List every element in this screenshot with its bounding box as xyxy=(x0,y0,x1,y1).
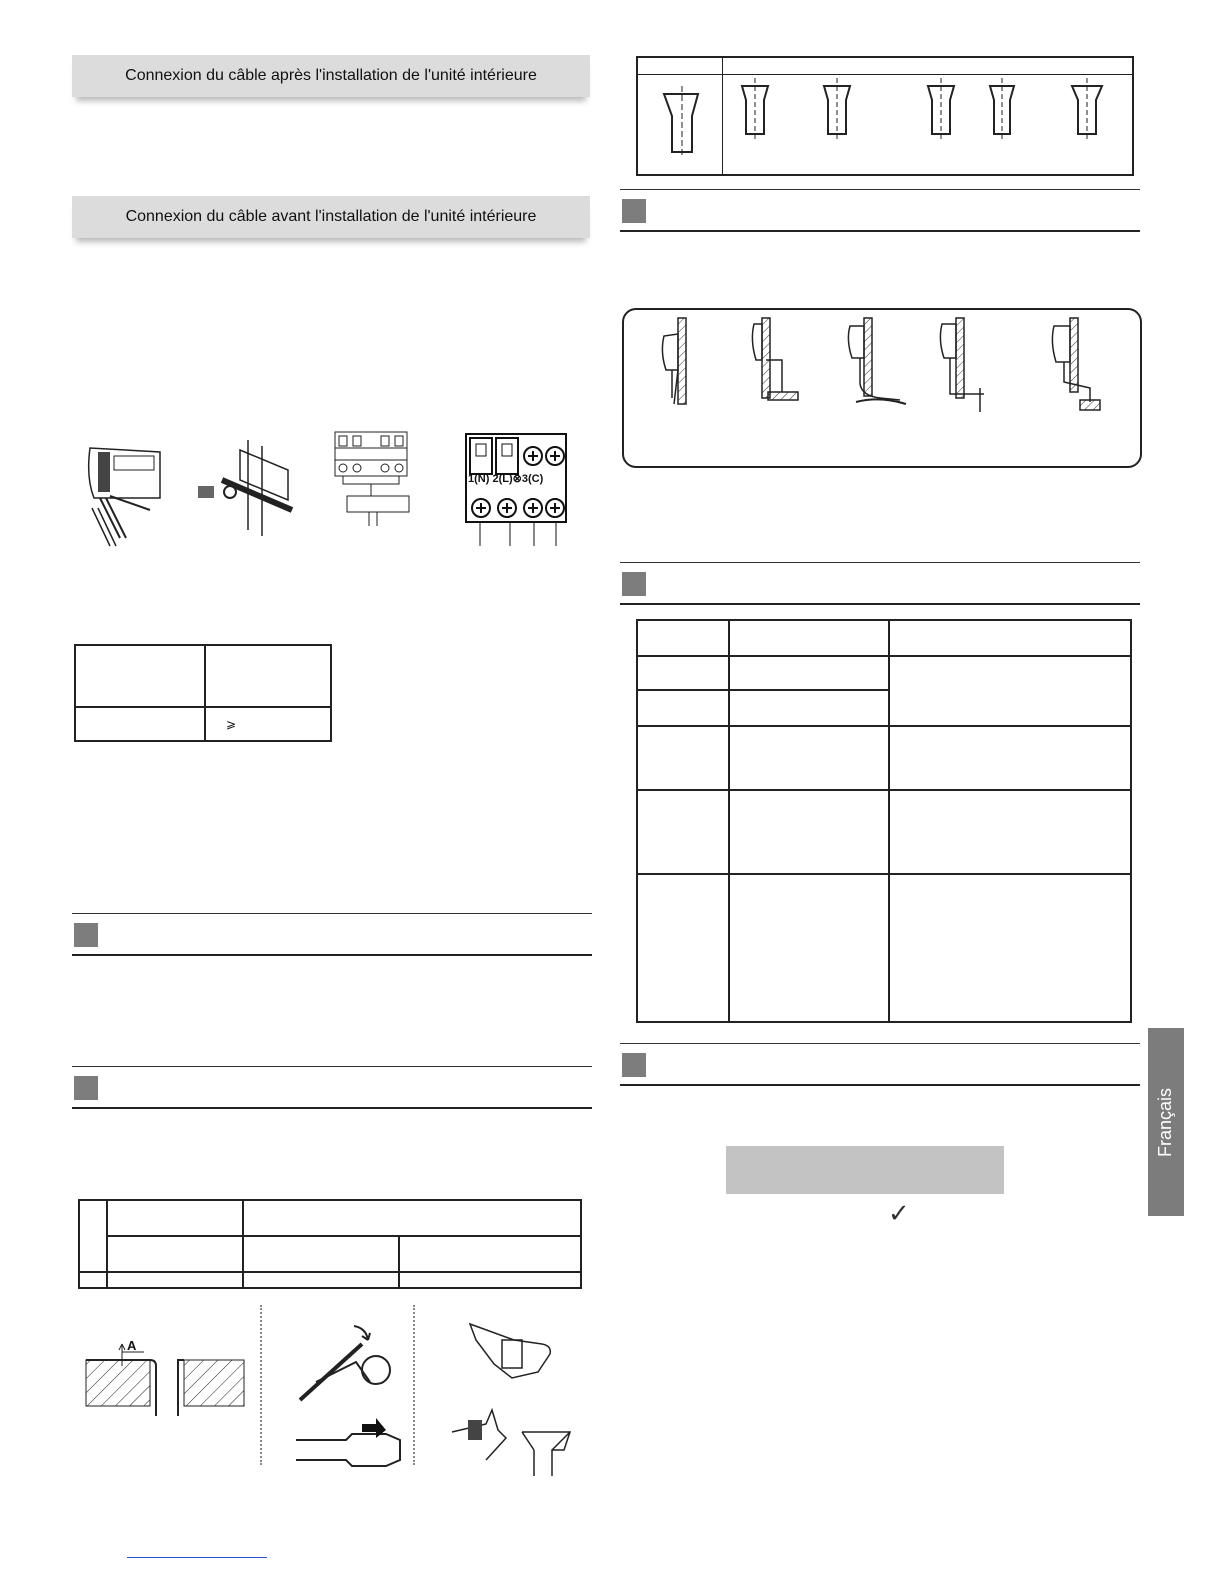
indoor-unit-wiring-illustration xyxy=(80,438,170,548)
screw-terminal-illustration xyxy=(192,440,302,540)
pipe-size-table xyxy=(78,1199,582,1289)
section-marker-icon xyxy=(622,572,646,596)
check-icon: ✓ xyxy=(888,1198,910,1228)
footer-link-underline xyxy=(127,1557,267,1558)
flare-dimension-illustration xyxy=(86,1336,246,1420)
section-marker-icon xyxy=(622,199,646,223)
language-tab-label: Français xyxy=(1155,1087,1176,1157)
section-marker-icon xyxy=(74,1076,98,1100)
greater-equal-symbol: ⩾ xyxy=(226,717,237,731)
section-header-right-1 xyxy=(620,189,1140,232)
section-header-right-2 xyxy=(620,562,1140,605)
section-header-left-1 xyxy=(72,913,592,956)
drain-hose-illustrations xyxy=(650,318,1120,418)
wire-size-table xyxy=(74,644,332,742)
flaring-tool-illustration xyxy=(446,1320,586,1480)
flare-shape-correct xyxy=(662,86,702,158)
divider-dotted-1 xyxy=(260,1305,262,1465)
banner-after-install xyxy=(72,55,590,97)
section-header-right-3 xyxy=(620,1043,1140,1086)
gray-label-box xyxy=(726,1146,1004,1194)
section-header-left-2 xyxy=(72,1066,592,1109)
pipe-cutter-illustration xyxy=(296,1322,406,1472)
section-marker-icon xyxy=(74,923,98,947)
flare-shapes-incorrect xyxy=(738,78,1122,144)
troubleshooting-table xyxy=(636,619,1132,1023)
divider-dotted-2 xyxy=(413,1305,415,1465)
terminal-block-top-illustration xyxy=(333,430,413,530)
banner-before-install xyxy=(72,196,590,238)
terminal-label-2: 2(L) xyxy=(492,473,513,485)
banner-after-install-text: Connexion du câble après l'installation de l'unité intérieure xyxy=(125,67,537,84)
banner-before-install-text: Connexion du câble avant l'installation de l'unité intérieure xyxy=(125,208,537,225)
terminal-label-1: 1(N) xyxy=(468,473,490,485)
outdoor-terminal-board: 1(N) 2(L)⊗3(C) xyxy=(466,434,568,546)
section-marker-icon xyxy=(622,1053,646,1077)
terminal-label-3: 3(C) xyxy=(521,473,544,485)
language-tab xyxy=(1148,1028,1184,1216)
flare-dimension-label: A xyxy=(127,1338,137,1353)
